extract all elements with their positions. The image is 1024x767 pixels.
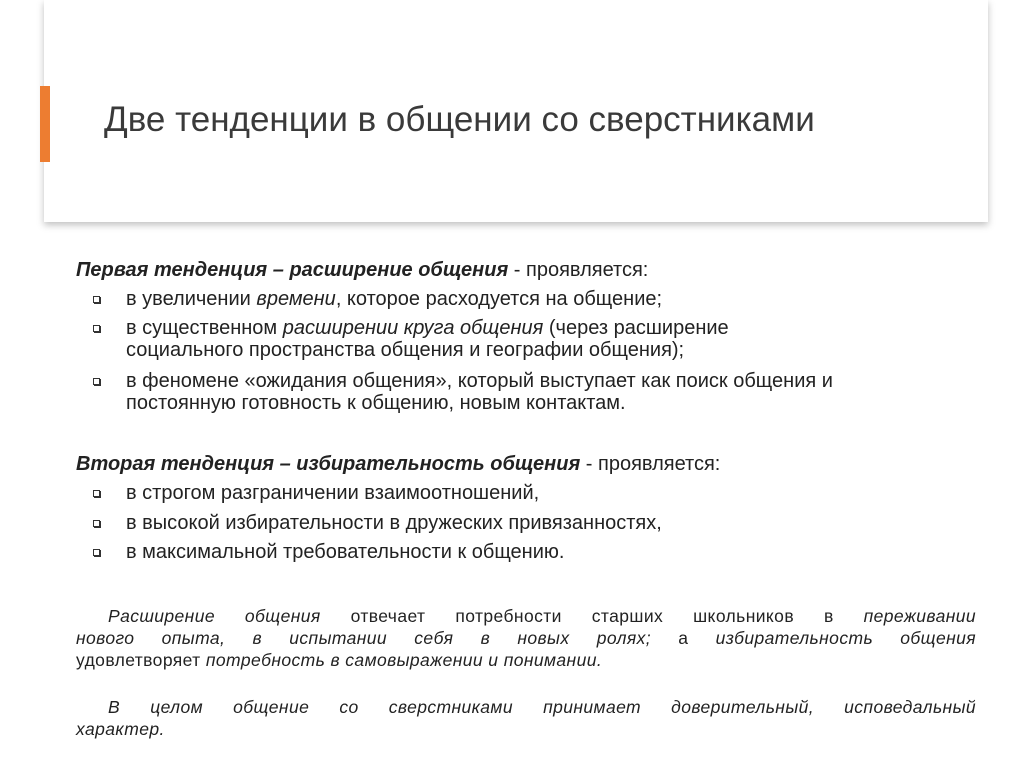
p1-emph-5: потребность в самовыражении и понимании.: [205, 650, 603, 670]
p1-text-3: удовлетворяет: [76, 650, 206, 670]
p1-emph-2: переживании: [863, 606, 976, 626]
bullet-icon: [93, 549, 100, 556]
tendency2-heading: Вторая тенденция – избирательность общения: [76, 453, 581, 475]
bullet-icon: [93, 520, 100, 527]
p1-emph-1: Расширение общения: [108, 606, 321, 626]
bullet-icon: [93, 296, 100, 303]
tendency1-item-2-tail: (через расширение: [543, 317, 729, 339]
paragraph2-line-1: [76, 696, 976, 718]
tendency1-item-1-text: в увеличении: [126, 288, 257, 310]
p1-text-2: а: [651, 628, 716, 648]
p1-emph-3: нового опыта, в испытании себя в новых ролях;: [76, 628, 652, 648]
tendency1-item-2-emphasis: расширении круга общения: [282, 317, 544, 339]
tendency1-item-2-cont: социального пространства общения и географии общения);: [126, 339, 685, 361]
slide-title: Две тенденции в общении со сверстниками: [104, 100, 815, 139]
p2-text-1: В целом общение со сверстниками принимает доверительный, исповедальный: [108, 697, 976, 717]
paragraph1-line-2: [76, 627, 976, 649]
tendency1-item-2-text: в существенном: [126, 317, 283, 339]
paragraph2-line-2: [76, 718, 976, 740]
tendency1-item-1: [126, 288, 662, 310]
tendency2-item-1: в строгом разграничении взаимоотношений,: [126, 482, 540, 504]
tendency2-heading-line: [76, 453, 720, 475]
tendency1-item-1-emphasis: времени: [256, 288, 336, 310]
tendency1-heading: Первая тенденция – расширение общения: [76, 259, 509, 281]
bullet-icon: [93, 490, 100, 497]
p1-text-1: отвечает потребности старших школьников в: [320, 606, 864, 626]
tendency1-item-2: [126, 317, 729, 339]
tendency1-item-3-cont: постоянную готовность к общению, новым контактам.: [126, 392, 626, 414]
bullet-icon: [93, 378, 100, 385]
tendency2-heading-suffix: - проявляется:: [580, 453, 721, 475]
p2-text-2: характер.: [76, 719, 165, 739]
tendency1-heading-line: [76, 259, 648, 281]
tendency1-item-1-tail: , которое расходуется на общение;: [335, 288, 663, 310]
bullet-icon: [93, 325, 100, 332]
tendency1-item-3: в феномене «ожидания общения», который выступает как поиск общения и: [126, 370, 833, 392]
paragraph1-line-3: [76, 649, 976, 671]
tendency2-item-2: в высокой избирательности в дружеских привязанностях,: [126, 512, 662, 534]
tendency1-heading-suffix: - проявляется:: [508, 259, 649, 281]
paragraph1-line-1: [76, 605, 976, 627]
p1-emph-4: избирательность общения: [715, 628, 976, 648]
tendency2-item-3: в максимальной требовательности к общению.: [126, 541, 565, 563]
